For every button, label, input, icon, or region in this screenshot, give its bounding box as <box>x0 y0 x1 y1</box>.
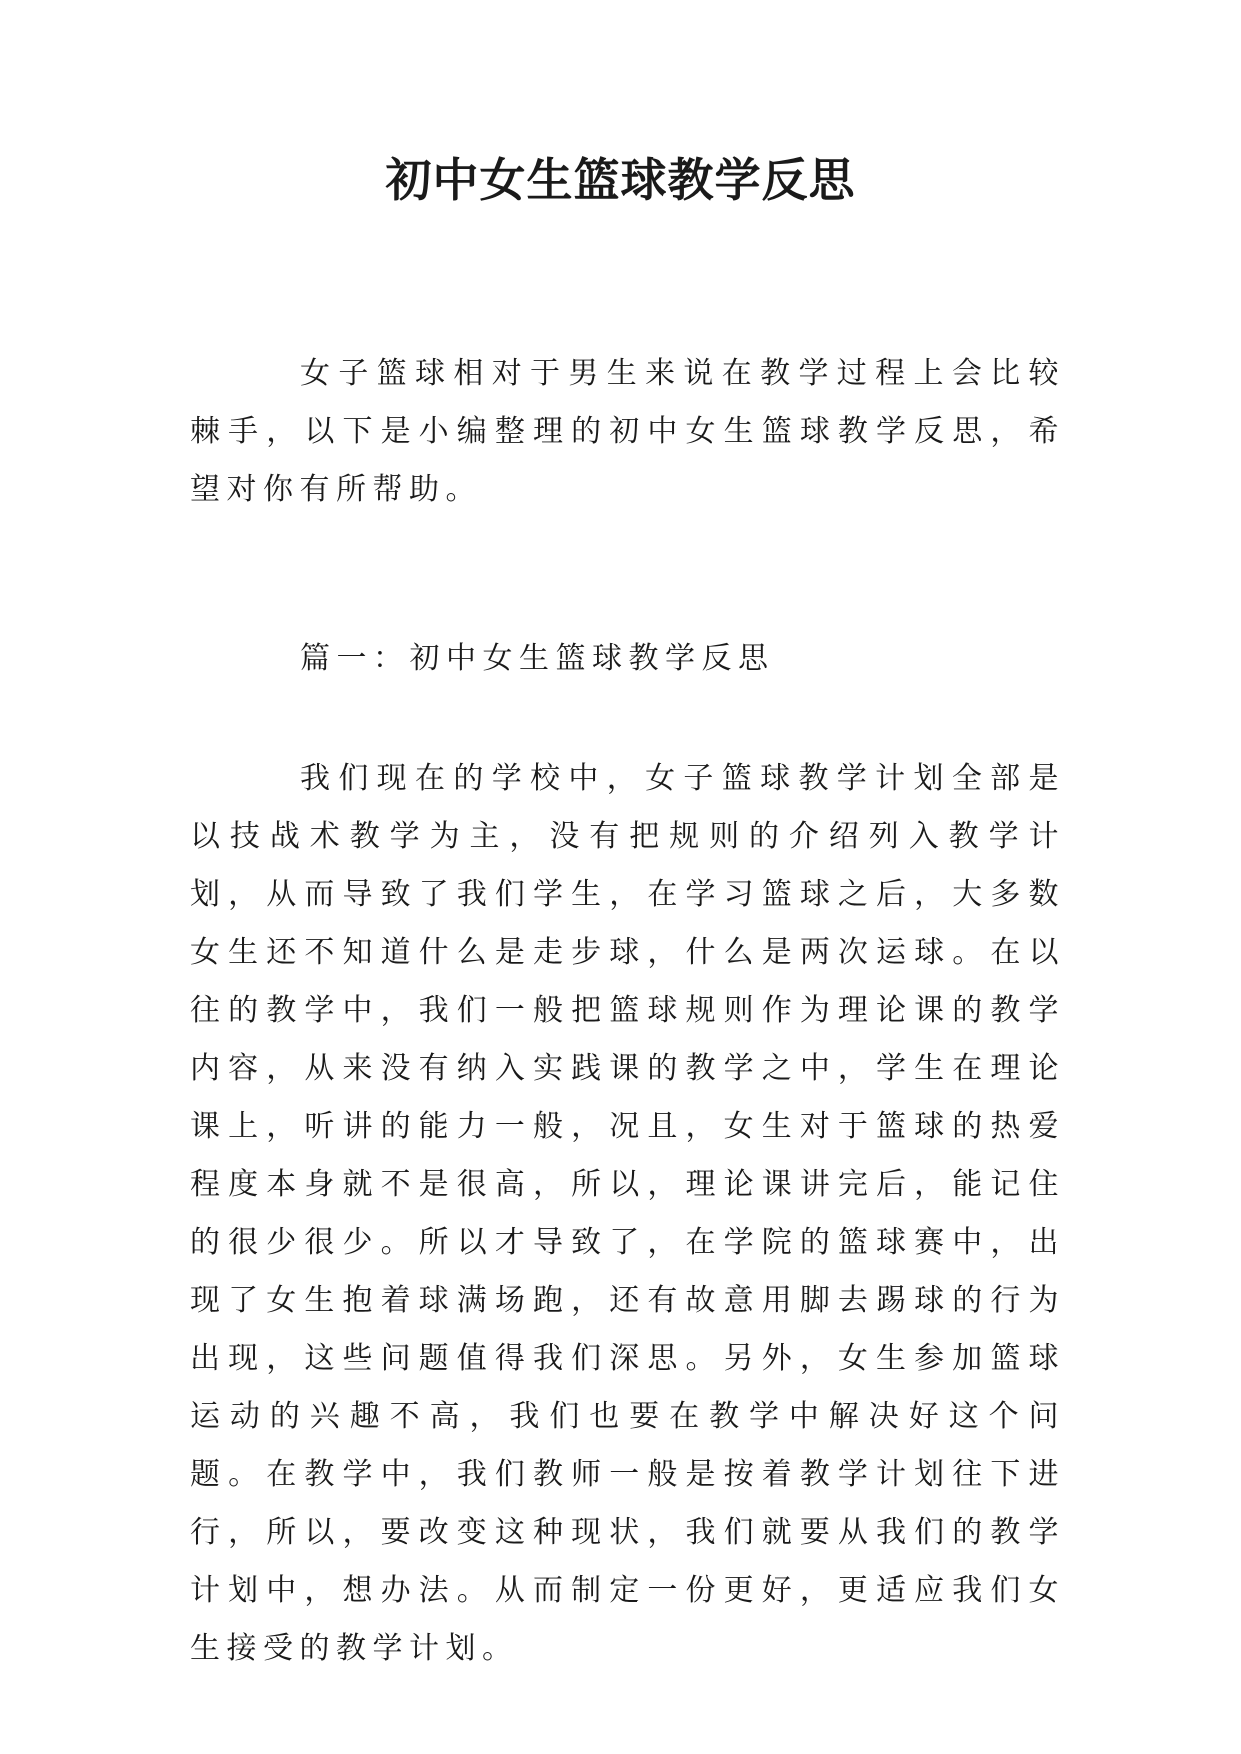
document-title: 初中女生篮球教学反思 <box>385 153 856 207</box>
section-heading: 篇一：初中女生篮球教学反思 <box>300 641 775 676</box>
body-paragraph: 我们现在的学校中，女子篮球教学计划全部是以技战术教学为主，没有把规则的介绍列入教学计划，从而导致了我们学生，在学习篮球之后，大多数女生还不知道什么是走步球，什么是两次运球。在以往的教学中，我们一般把篮球规则作为理论课的教学内容，从来没有纳入实践课的教学之中，学生在理论课上，听讲的能力一般，况且，女生对于篮球的热爱程度本身就不是很高，所以，理论课讲完后，能记住的很少很少。所以才导致了，在学院的篮球赛中，出现了女生抱着球满场跑，还有故意用脚去踢球的行为出现，这些问题值得我们深思。另外，女生参加篮球运动的兴趣不高，我们也要在教学中解决好这个问题。在教学中，我们教师一般是按着教学计划往下进行，所以，要改变这种现状，我们就要从我们的教学计划中，想办法。从而制定一份更好，更适应我们女生接受的教学计划。 <box>190 761 1065 1666</box>
intro-paragraph: 女子篮球相对于男生来说在教学过程上会比较棘手，以下是小编整理的初中女生篮球教学反思，希望对你有所帮助。 <box>190 356 1065 507</box>
